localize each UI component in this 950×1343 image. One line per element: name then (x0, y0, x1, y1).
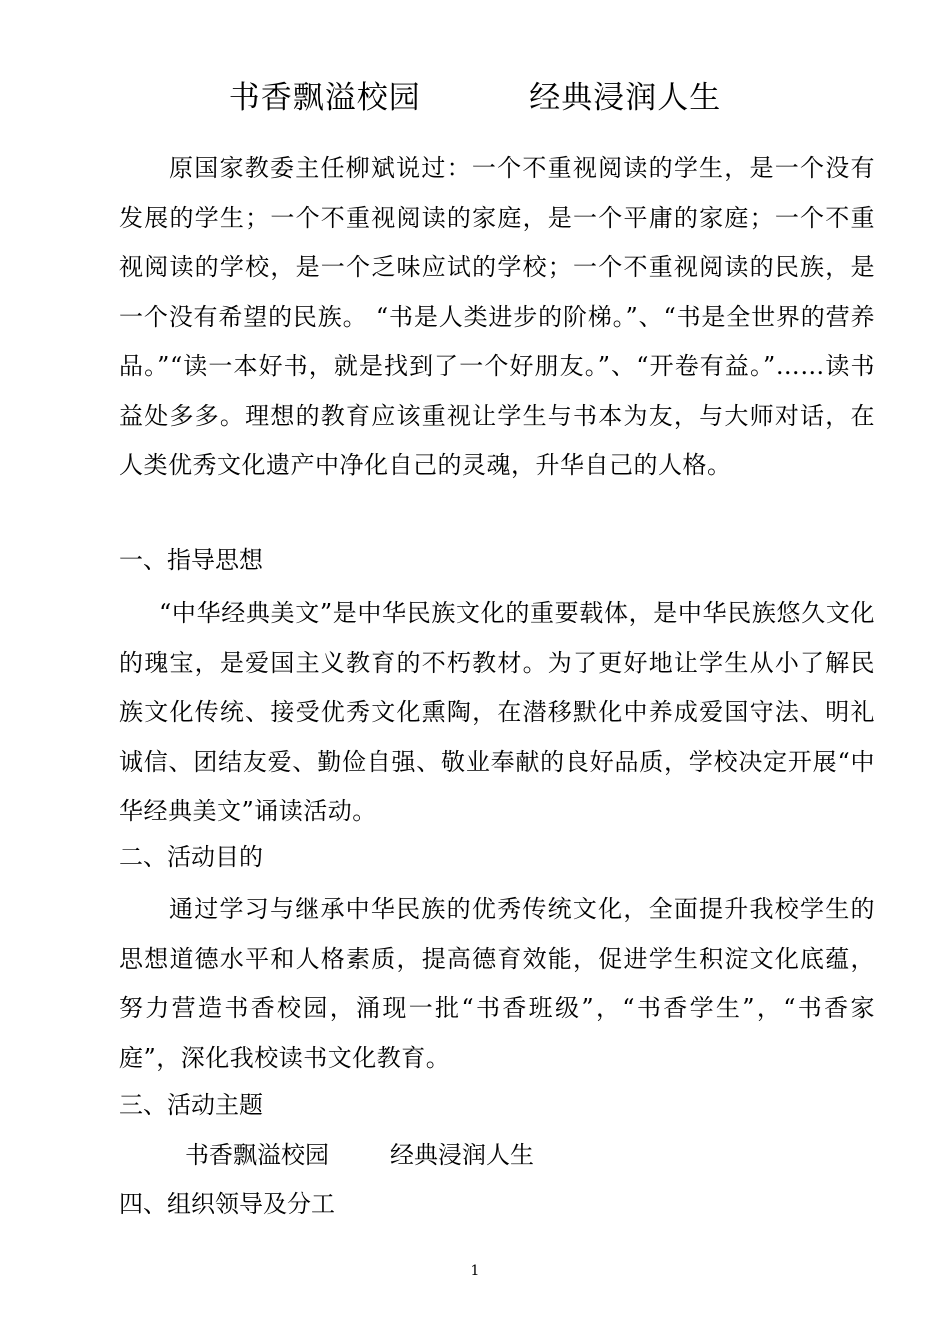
intro-paragraph: 原国家教委主任柳斌说过：一个不重视阅读的学生，是一个没有发展的学生；一个不重视阅读的家庭，是一个平庸的家庭；一个不重视阅读的学校，是一个乏味应试的学校；一个不重视阅读的民族，是一个没有希望的民族。 “书是人类进步的阶梯。”、“书是全世界的营养品。”“读一本好书，就是找到了一个好朋友。”、“开卷有益。”……读书益处多多。理想的教育应该重视让学生与书本为友，与大师对话，在人类优秀文化遗产中净化自己的灵魂，升华自己的人格。 (119, 154, 875, 479)
section-heading-activity-purpose: 二、活动目的 (119, 843, 263, 871)
section-body-guiding-ideology: “中华经典美文”是中华民族文化的重要载体，是中华民族悠久文化的瑰宝，是爱国主义教育的不朽教材。为了更好地让学生从小了解民族文化传统、接受优秀文化熏陶，在潜移默化中养成爱国守法、明礼诚信、团结友爱、勤俭自强、敬业奉献的良好品质，学校决定开展“中华经典美文”诵读活动。 (119, 599, 875, 825)
section-heading-activity-theme: 三、活动主题 (119, 1091, 263, 1119)
document-title: 书香飘溢校园 经典浸润人生 (228, 80, 722, 116)
section-body-activity-purpose: 通过学习与继承中华民族的优秀传统文化，全面提升我校学生的思想道德水平和人格素质，提高德育效能，促进学生积淀文化底蕴，努力营造书香校园，涌现一批“书香班级”，“书香学生”，“书香家庭”，深化我校读书文化教育。 (119, 895, 875, 1072)
section-body-activity-theme: 书香飘溢校园 经典浸润人生 (185, 1141, 535, 1169)
page-number: 1 (470, 1263, 480, 1279)
section-heading-guiding-ideology: 一、指导思想 (119, 546, 263, 574)
section-heading-organization: 四、组织领导及分工 (119, 1190, 335, 1218)
